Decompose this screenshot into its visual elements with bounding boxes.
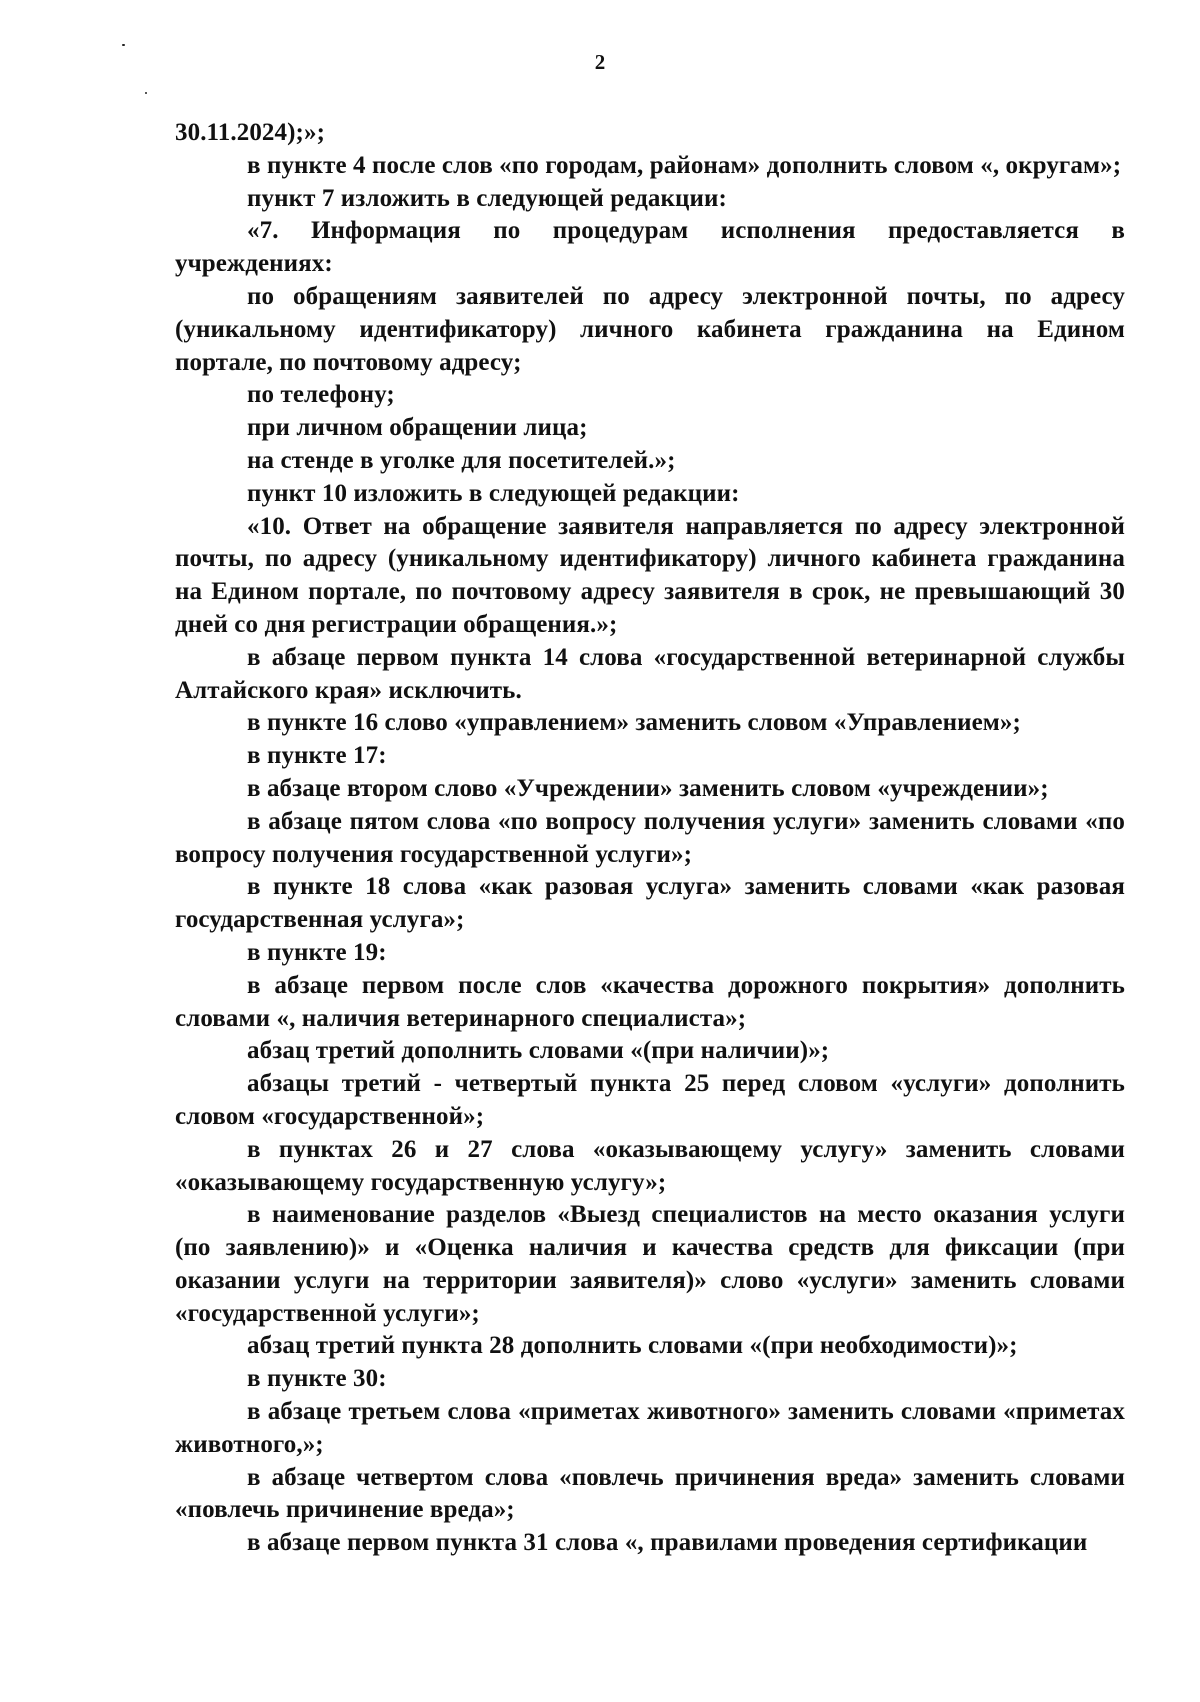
paragraph: в пункте 17:: [247, 742, 387, 770]
paragraph: в пункте 19:: [247, 938, 387, 966]
paragraph: 30.11.2024);»;: [175, 119, 325, 146]
paragraph: в пункте 30:: [247, 1365, 387, 1393]
paragraph: на стенде в уголке для посетителей.»;: [247, 446, 676, 474]
paragraph: в абзаце третьем слова «приметах животного» заменить словами «приметах животного,»;: [175, 1398, 1125, 1458]
paragraph: в наименование разделов «Выезд специалистов на место оказания услуги (по заявлению)» и «Оценка наличия и качества средств для фиксации (при оказании услуги на территории заявителя)» слово «услуги» заменить словами «государственной услуги»;: [175, 1201, 1125, 1327]
paragraph: в пункте 16 слово «управлением» заменить словом «Управлением»;: [247, 709, 1021, 737]
paragraph: пункт 7 изложить в следующей редакции:: [247, 184, 727, 212]
paragraph: в абзаце втором слово «Учреждении» заменить словом «учреждении»;: [247, 774, 1049, 802]
scan-speck: [145, 92, 147, 94]
paragraph: абзац третий пункта 28 дополнить словами «(при необходимости)»;: [247, 1332, 1018, 1360]
document-body: [175, 117, 1125, 1560]
paragraph: пункт 10 изложить в следующей редакции:: [247, 479, 740, 507]
paragraph: в абзаце первом пункта 31 слова «, правилами проведения сертификации: [247, 1529, 1088, 1557]
paragraph: в абзаце четвертом слова «повлечь причинения вреда» заменить словами «повлечь причинение вреда»;: [175, 1463, 1125, 1524]
paragraph: в абзаце первом пункта 14 слова «государственной ветеринарной службы Алтайского края» исключить.: [175, 643, 1125, 704]
paragraph: по обращениям заявителей по адресу электронной почты, по адресу (уникальному идентификатору) личного кабинета гражданина на Едином портале, по почтовому адресу;: [175, 282, 1125, 376]
paragraph: при личном обращении лица;: [247, 414, 588, 442]
paragraph: «10. Ответ на обращение заявителя направляется по адресу электронной почты, по адресу (уникальному идентификатору) личного кабинета гражданина на Едином портале, по почтовому адресу заявителя в срок, не превышающий 30 дней со дня регистрации обращения.»;: [175, 512, 1125, 638]
paragraph: в абзаце пятом слова «по вопросу получения услуги» заменить словами «по вопросу получения государственной услуги»;: [175, 807, 1125, 868]
paragraph: «7. Информация по процедурам исполнения предоставляется в учреждениях:: [175, 217, 1125, 278]
paragraph: абзац третий дополнить словами «(при наличии)»;: [247, 1037, 830, 1065]
paragraph: в пункте 4 после слов «по городам, районам» дополнить словом «, округам»;: [247, 151, 1122, 179]
paragraph: в абзаце первом после слов «качества дорожного покрытия» дополнить словами «, наличия ветеринарного специалиста»;: [175, 971, 1125, 1032]
paragraph: в пунктах 26 и 27 слова «оказывающему услугу» заменить словами «оказывающему государственную услугу»;: [175, 1135, 1125, 1196]
paragraph: в пункте 18 слова «как разовая услуга» заменить словами «как разовая государственная услуга»;: [175, 873, 1125, 934]
paragraph: абзацы третий - четвертый пункта 25 перед словом «услуги» дополнить словом «государственной»;: [175, 1070, 1125, 1130]
scan-speck: [122, 44, 125, 46]
page-number: 2: [594, 50, 606, 74]
paragraph: по телефону;: [247, 381, 395, 409]
